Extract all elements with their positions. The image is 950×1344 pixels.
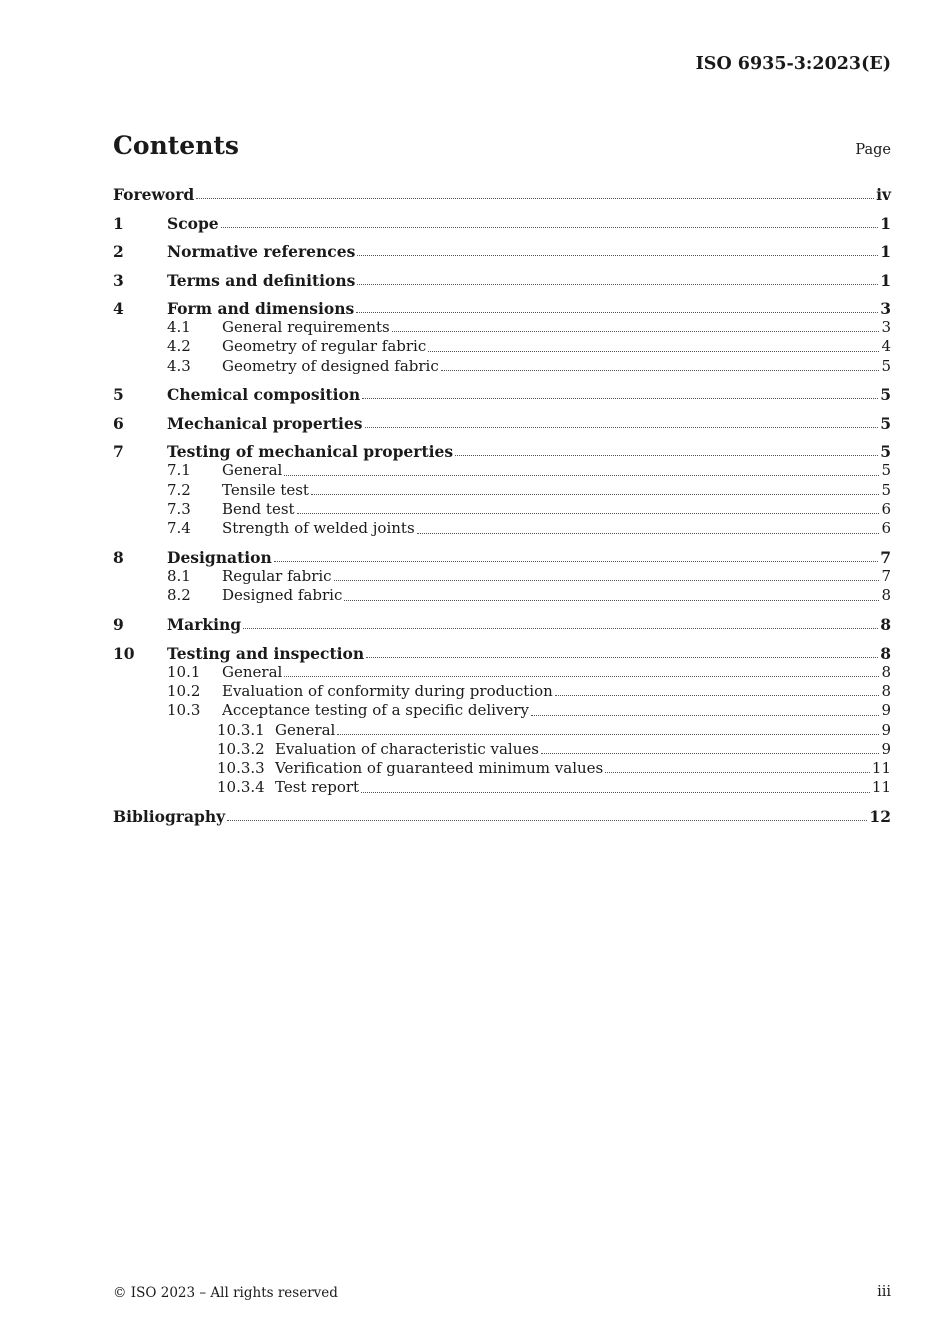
dot-leader — [361, 792, 870, 793]
toc-entry-page: 5 — [881, 356, 891, 375]
toc-entry-title: Geometry of designed fabric — [222, 356, 439, 375]
toc-entry[interactable] — [113, 807, 891, 826]
toc-entry[interactable] — [113, 337, 891, 356]
toc-entry[interactable] — [113, 357, 891, 376]
dot-leader — [334, 580, 880, 581]
dot-leader — [392, 331, 880, 332]
toc-entry-page: 1 — [880, 213, 891, 233]
dot-leader — [284, 475, 879, 476]
toc-entry-number: 4.3 — [167, 356, 191, 375]
toc-entry-title: Geometry of regular fabric — [222, 337, 427, 356]
toc-entry-page: 3 — [880, 299, 891, 318]
toc-entry-title: General — [222, 662, 283, 681]
toc-entry-number: 8.2 — [167, 586, 191, 605]
dot-leader — [366, 657, 878, 658]
dot-leader — [531, 715, 880, 716]
toc-entry-page: 9 — [881, 739, 891, 758]
page-column-label: Page — [855, 142, 891, 158]
toc-entry-title: Scope — [167, 213, 219, 233]
toc-entry-title: Evaluation of conformity during production — [222, 681, 553, 700]
toc-entry[interactable] — [113, 481, 891, 500]
toc-entry-page: 8 — [881, 586, 891, 605]
toc-entry-page: 8 — [880, 615, 891, 635]
toc-entry-page: 5 — [881, 480, 891, 499]
toc-entry[interactable] — [113, 567, 891, 586]
toc-entry-number: 7.2 — [167, 480, 191, 499]
toc-entry-title: Test report — [275, 778, 360, 797]
toc-entry-page: 1 — [880, 242, 891, 261]
toc-entry-page: 5 — [880, 385, 891, 405]
page-number: iii — [877, 1284, 891, 1300]
toc-entry-number: 4 — [113, 299, 124, 318]
toc-entry[interactable] — [113, 586, 891, 605]
toc-entry-number: 10.2 — [167, 681, 201, 700]
toc-entry[interactable] — [113, 682, 891, 701]
toc-entry[interactable] — [113, 644, 891, 663]
dot-leader — [337, 734, 879, 735]
toc-entry-title: General requirements — [222, 318, 390, 336]
toc-entry-page: 8 — [881, 681, 891, 700]
dot-leader — [417, 533, 880, 534]
toc-entry-title: Testing of mechanical properties — [167, 442, 454, 462]
toc-entry-number: 5 — [113, 385, 124, 405]
dot-leader — [455, 455, 878, 456]
toc-entry[interactable] — [113, 519, 891, 538]
dot-leader — [541, 753, 880, 754]
toc-entry-number: 10.3.4 — [217, 778, 265, 797]
toc-entry-number: 4.1 — [167, 318, 191, 336]
toc-entry-number: 7.4 — [167, 519, 191, 538]
toc-entry-page: 8 — [880, 643, 891, 663]
toc-entry-number: 8.1 — [167, 567, 191, 586]
toc-entry-title: Form and dimensions — [167, 299, 355, 318]
toc-entry-title: Verification of guaranteed minimum values — [275, 759, 604, 778]
dot-leader — [311, 494, 880, 495]
toc-entry[interactable] — [113, 271, 891, 290]
toc-entry-page: 4 — [881, 337, 891, 356]
toc-entry-number: 8 — [113, 548, 124, 568]
toc-entry-page: 6 — [881, 499, 891, 518]
toc-entry-number: 10.3 — [167, 701, 201, 720]
toc-entry[interactable] — [113, 442, 891, 461]
toc-entry-title: Evaluation of characteristic values — [275, 739, 539, 758]
toc-entry-title: Terms and definitions — [167, 270, 356, 290]
toc-entry-page: 1 — [880, 270, 891, 290]
toc-entry-page: 5 — [881, 461, 891, 480]
toc-entry[interactable] — [113, 214, 891, 233]
toc-entry[interactable] — [113, 414, 891, 433]
toc-entry-page: 8 — [881, 662, 891, 681]
toc-entry-page: 5 — [880, 442, 891, 462]
toc-entry-title: Strength of welded joints — [222, 519, 415, 538]
toc-entry-page: 7 — [881, 567, 891, 586]
dot-leader — [221, 227, 879, 228]
toc-entry-title: General — [222, 461, 283, 480]
toc-entry-title: Testing and inspection — [167, 643, 365, 663]
toc-entry-number: 9 — [113, 615, 124, 635]
dot-leader — [605, 772, 870, 773]
toc-entry-title: General — [275, 720, 336, 739]
toc-entry-number: 2 — [113, 242, 124, 261]
toc-entry-title: Designation — [167, 548, 272, 568]
dot-leader — [362, 398, 878, 399]
toc-entry-number: 10.3.2 — [217, 739, 265, 758]
dot-leader — [274, 561, 878, 562]
toc-entry-page: 11 — [871, 778, 891, 797]
dot-leader — [297, 513, 880, 514]
toc-entry-number: 10 — [113, 643, 135, 663]
table-of-contents — [113, 185, 891, 826]
toc-entry-number: 1 — [113, 213, 124, 233]
toc-entry-page: 9 — [881, 720, 891, 739]
toc-entry-page: iv — [876, 185, 891, 204]
toc-entry[interactable] — [113, 299, 891, 318]
toc-entry-number: 6 — [113, 413, 124, 433]
toc-entry[interactable] — [113, 242, 891, 261]
toc-entry-page: 7 — [880, 548, 891, 568]
toc-entry-title: Tensile test — [222, 480, 309, 499]
toc-entry[interactable] — [113, 721, 891, 740]
toc-entry-number: 10.1 — [167, 662, 201, 681]
toc-entry-title: Mechanical properties — [167, 413, 363, 433]
contents-title: Contents — [113, 131, 240, 160]
toc-entry-page: 12 — [869, 807, 891, 827]
toc-entry-title: Regular fabric — [222, 567, 332, 586]
toc-entry[interactable] — [113, 663, 891, 682]
dot-leader — [357, 255, 878, 256]
toc-entry[interactable] — [113, 461, 891, 480]
dot-leader — [227, 820, 867, 821]
toc-entry[interactable] — [113, 778, 891, 797]
toc-entry[interactable] — [113, 759, 891, 778]
toc-entry-number: 3 — [113, 270, 124, 290]
dot-leader — [243, 628, 878, 629]
toc-entry[interactable] — [113, 318, 891, 337]
toc-entry-number: 7.1 — [167, 461, 191, 480]
toc-entry[interactable] — [113, 701, 891, 720]
dot-leader — [344, 600, 879, 601]
toc-entry-page: 9 — [881, 701, 891, 720]
toc-entry-title: Acceptance testing of a specific delivery — [222, 701, 529, 720]
toc-entry-page: 5 — [880, 413, 891, 433]
toc-entry-page: 6 — [881, 519, 891, 538]
toc-entry-title: Designed fabric — [222, 586, 343, 605]
dot-leader — [555, 695, 880, 696]
toc-entry-title: Bend test — [222, 499, 295, 518]
toc-entry[interactable] — [113, 385, 891, 404]
toc-entry[interactable] — [113, 500, 891, 519]
dot-leader — [365, 427, 879, 428]
toc-entry-number: 7 — [113, 442, 124, 462]
toc-entry-title: Marking — [167, 615, 242, 635]
toc-entry-title: Bibliography — [113, 807, 226, 827]
document-id: ISO 6935-3:2023(E) — [695, 54, 891, 74]
toc-entry-number: 4.2 — [167, 337, 191, 356]
toc-entry-page: 11 — [871, 759, 891, 778]
dot-leader — [284, 676, 879, 677]
dot-leader — [356, 312, 878, 313]
toc-entry[interactable] — [113, 615, 891, 634]
toc-entry[interactable] — [113, 185, 891, 204]
toc-entry-number: 10.3.3 — [217, 759, 265, 778]
toc-entry[interactable] — [113, 548, 891, 567]
toc-entry-title: Chemical composition — [167, 385, 361, 405]
toc-entry[interactable] — [113, 740, 891, 759]
toc-entry-page: 3 — [881, 318, 891, 336]
dot-leader — [441, 370, 880, 371]
toc-entry-title: Normative references — [167, 242, 356, 261]
dot-leader — [428, 351, 879, 352]
contents-heading — [113, 131, 891, 160]
toc-entry-number: 10.3.1 — [217, 720, 265, 739]
dot-leader — [196, 198, 874, 199]
toc-entry-title: Foreword — [113, 185, 195, 204]
dot-leader — [357, 284, 878, 285]
toc-entry-number: 7.3 — [167, 499, 191, 518]
copyright-notice: © ISO 2023 – All rights reserved — [113, 1285, 338, 1301]
